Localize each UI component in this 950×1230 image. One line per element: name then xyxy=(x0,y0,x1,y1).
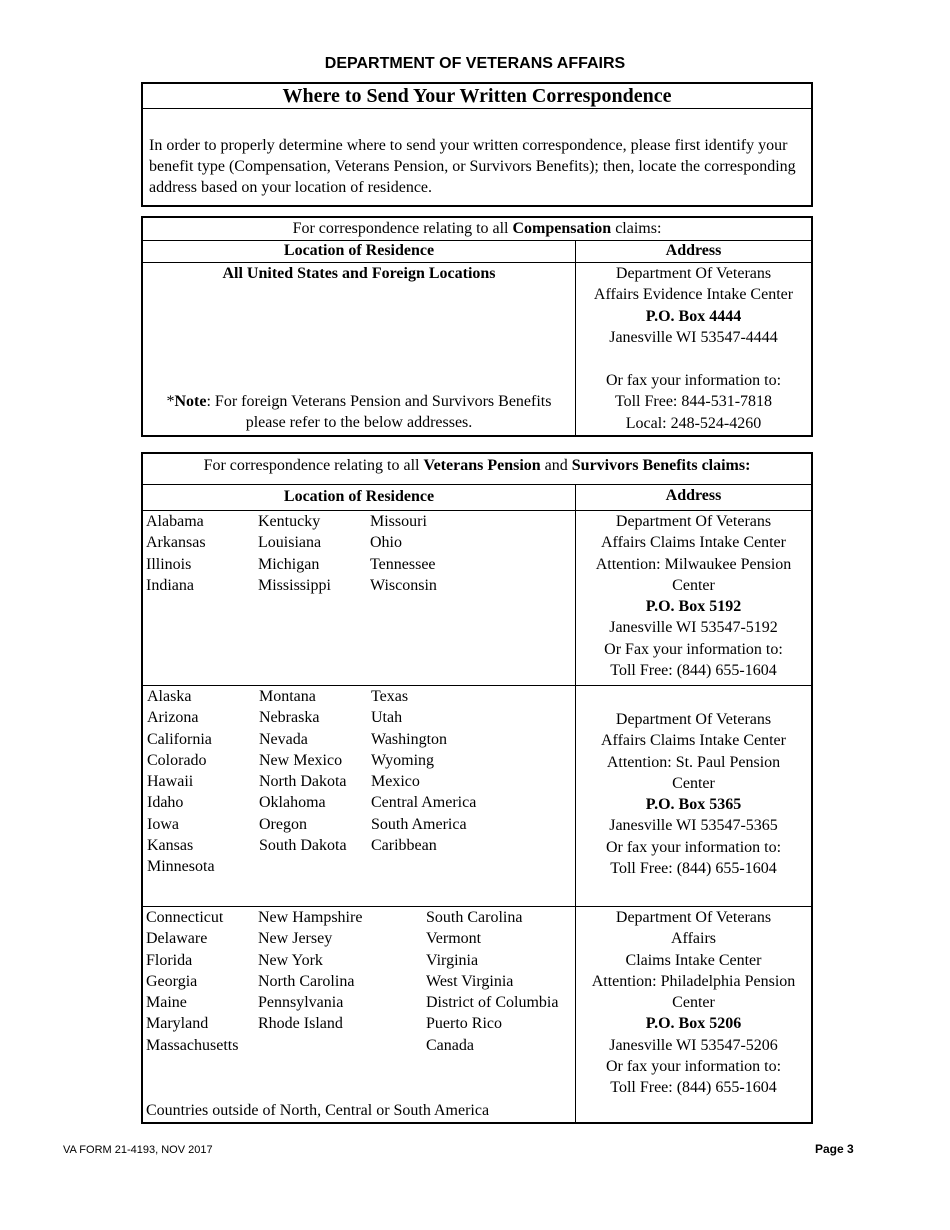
intro-text: In order to properly determine where to send your written correspondence, please first identify your benefit type (Compensation, Veterans Pension, or Survivors Benefits); then, locate the corresponding address based on your location of residence. xyxy=(149,137,796,196)
pension-col-location: Location of Residence xyxy=(283,488,435,505)
milwaukee-address: Department Of Veterans Affairs Claims Intake Center Attention: Milwaukee Pension Center P.O. Box 5192 Janesville WI 53547-5192 Or Fax your information to: Toll Free: (844) 655-1604 xyxy=(595,513,792,680)
stpaul-address: Department Of Veterans Affairs Claims Intake Center Attention: St. Paul Pension Center P.O. Box 5365 Janesville WI 53547-5365 Or fax your information to: Toll Free: (844) 655-1604 xyxy=(601,711,786,878)
pension-heading: For correspondence relating to all Veterans Pension and Survivors Benefits claims: xyxy=(203,457,751,474)
philadelphia-states-col3: South Carolina Vermont Virginia West Virginia District of Columbia Puerto Rico Canada xyxy=(426,909,559,1054)
philadelphia-states-col1: Connecticut Delaware Florida Georgia Maine Maryland Massachusetts xyxy=(146,909,239,1054)
compensation-col-address: Address xyxy=(665,242,722,259)
philadelphia-states-col2: New Hampshire New Jersey New York North Carolina Pennsylvania Rhode Island xyxy=(258,909,363,1033)
stpaul-states-col1: Alaska Arizona California Colorado Hawaii Idaho Iowa Kansas Minnesota xyxy=(147,688,215,876)
philadelphia-address: Department Of Veterans Affairs Claims Intake Center Attention: Philadelphia Pension Center P.O. Box 5206 Janesville WI 53547-5206 Or fax your information to: Toll Free: (844) 655-1604 xyxy=(591,909,796,1097)
milwaukee-states-col2: Kentucky Louisiana Michigan Mississippi xyxy=(258,513,331,594)
milwaukee-states-col1: Alabama Arkansas Illinois Indiana xyxy=(146,513,206,594)
compensation-heading: For correspondence relating to all Compensation claims: xyxy=(292,220,662,237)
philadelphia-countries-note: Countries outside of North, Central or South America xyxy=(146,1102,490,1119)
compensation-location: All United States and Foreign Locations xyxy=(222,265,496,282)
compensation-address: Department Of Veterans Affairs Evidence Intake Center P.O. Box 4444 Janesville WI 53547-4444 Or fax your information to: Toll Free: 844-531-7818 Local: 248-524-4260 xyxy=(593,265,794,432)
compensation-table xyxy=(141,216,813,437)
milwaukee-states-col3: Missouri Ohio Tennessee Wisconsin xyxy=(370,513,437,594)
form-number: VA FORM 21-4193, NOV 2017 xyxy=(63,1144,213,1156)
stpaul-states-col2: Montana Nebraska Nevada New Mexico North Dakota Oklahoma Oregon South Dakota xyxy=(259,688,347,855)
intro-title: Where to Send Your Written Correspondence xyxy=(143,84,811,109)
compensation-col-location: Location of Residence xyxy=(283,242,435,259)
intro-box xyxy=(141,82,813,207)
compensation-note: *Note: For foreign Veterans Pension and Survivors Benefits please refer to the below addresses. xyxy=(166,393,552,432)
pension-table xyxy=(141,452,813,1124)
pension-col-address: Address xyxy=(665,487,722,504)
page-number: Page 3 xyxy=(815,1142,854,1156)
department-header: DEPARTMENT OF VETERANS AFFAIRS xyxy=(324,55,626,72)
stpaul-states-col3: Texas Utah Washington Wyoming Mexico Central America South America Caribbean xyxy=(371,688,477,855)
